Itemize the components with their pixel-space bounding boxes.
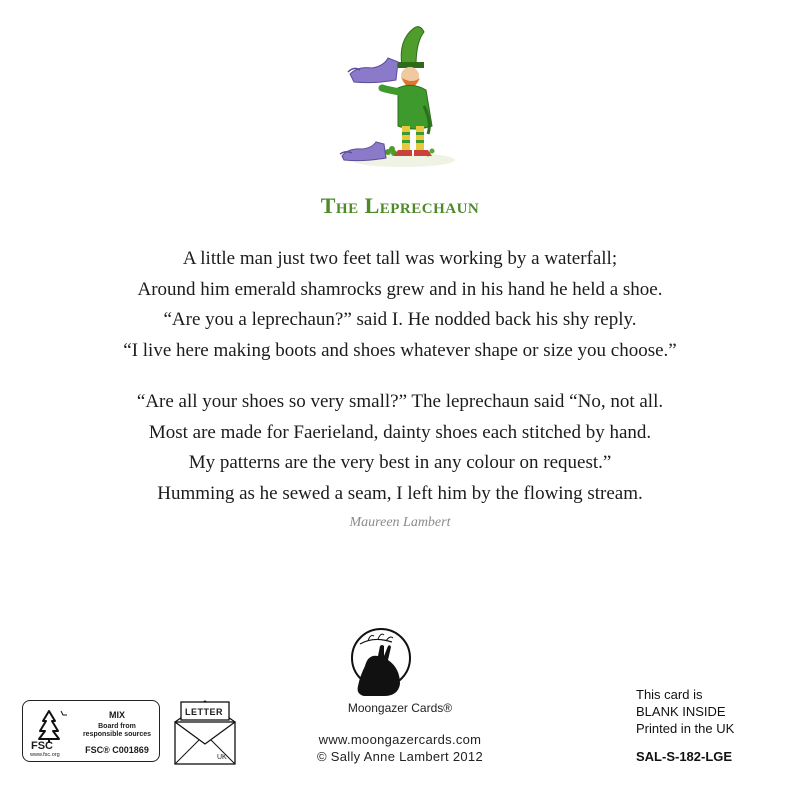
fsc-mix-label: MIX [108, 710, 125, 720]
leprechaun-illustration [328, 22, 468, 172]
card-info-line: Printed in the UK [636, 721, 735, 736]
card-info-line: BLANK INSIDE [636, 704, 726, 719]
poem-title: The Leprechaun [320, 193, 480, 218]
postage-label: LETTER [185, 707, 223, 717]
poem-line: “Are you a leprechaun?” said I. He nodded back his shy reply. [163, 309, 637, 330]
moongazer-hare-logo [344, 622, 416, 700]
fsc-board-line: responsible sources [82, 731, 152, 738]
poem-line: “I live here making boots and shoes whatever shape or size you choose.” [123, 339, 677, 361]
card-info [636, 686, 734, 737]
poem-stanza [0, 387, 800, 509]
fsc-board-text [76, 723, 158, 739]
poem-line: Most are made for Faerieland, dainty shoes each stitched by hand. [148, 421, 652, 443]
postage-country: UK [217, 754, 227, 761]
poem-line: Humming as he sewed a seam, I left him by the flowing stream. [157, 482, 643, 504]
fsc-board-line: Board from [98, 723, 136, 730]
brand-name: Moongazer Cards® [347, 701, 453, 715]
fsc-name: FSC [31, 740, 53, 752]
fsc-code: FSC® C001869 [85, 745, 149, 755]
website-url: www.moongazercards.com [318, 732, 482, 747]
poem-line: Around him emerald shamrocks grew and in his hand he held a shoe. [137, 278, 663, 300]
card-info-line: This card is [636, 687, 703, 702]
copyright-notice: © Sally Anne Lambert 2012 [317, 749, 483, 764]
poem-line: “Are all your shoes so very small?” The leprechaun said “No, not all. [136, 391, 664, 412]
poem-line: A little man just two feet tall was working by a waterfall; [182, 248, 618, 269]
fsc-label [22, 700, 160, 762]
poem-stanza [0, 244, 800, 366]
poem-author: Maureen Lambert [349, 515, 451, 530]
fsc-url: www.fsc.org [30, 752, 60, 758]
product-code: SAL-S-182-LGE [636, 749, 733, 764]
poem-line: My patterns are the very best in any colour on request.” [188, 452, 612, 473]
